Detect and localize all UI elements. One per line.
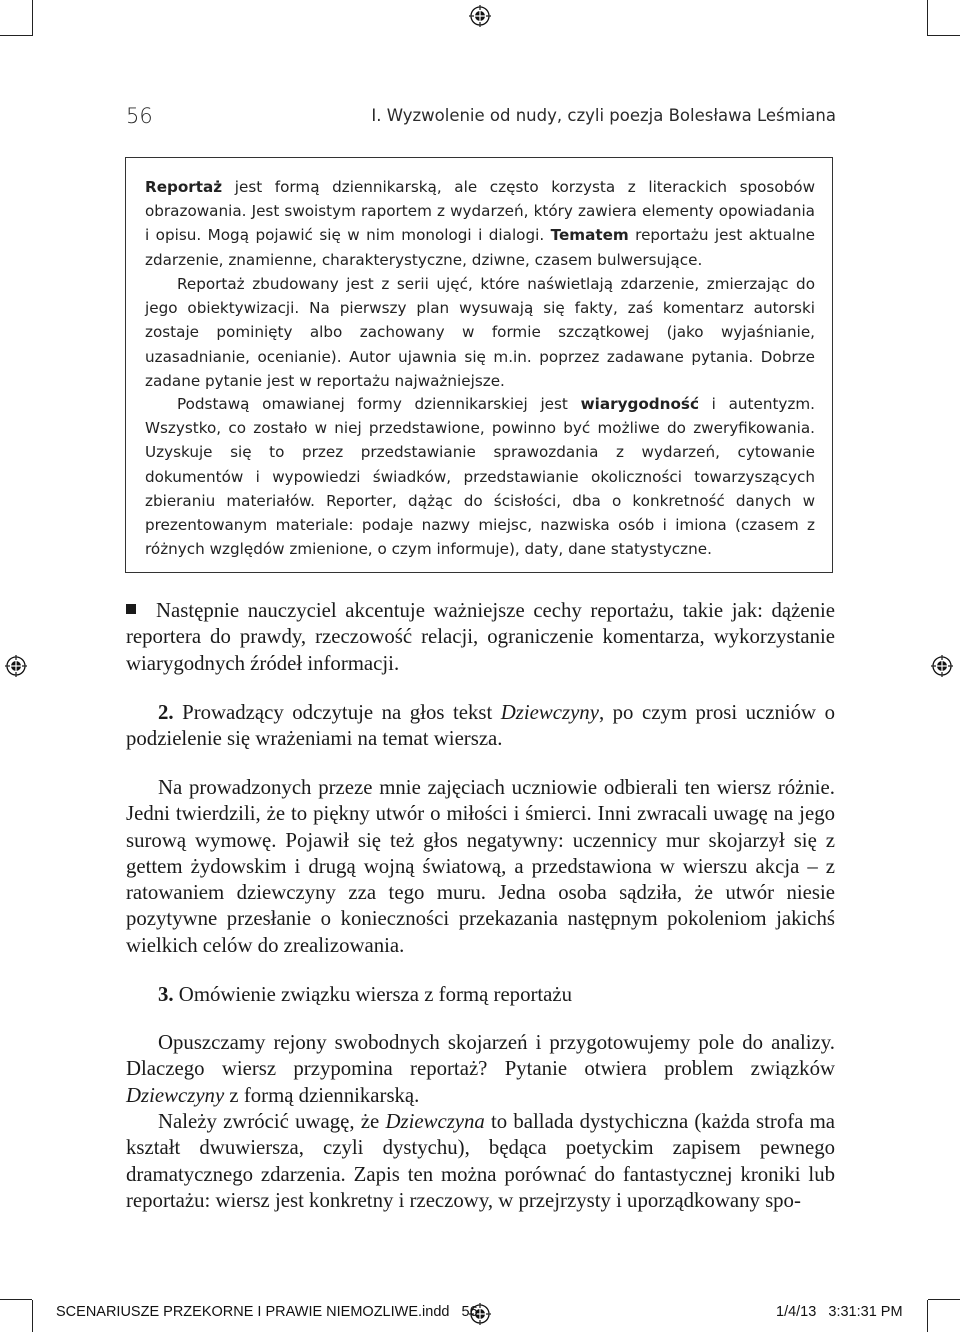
term-reportaz: Reportaż [145,178,223,196]
step-2-paragraph [126,700,835,753]
step-heading-text: Omówienie związku wiersza z formą reportażu [173,983,573,1006]
box-text: Podstawą omawianej formy dziennikarskiej jest [177,395,581,413]
crop-mark [928,35,960,36]
poem-title: Dziewczyny [500,701,599,724]
box-text: i autentyzm. Wszystko, co zostało w niej przedstawione, powinno być możliwe do zweryfikowania. Uzyskuje się to przez przedstawianie sprawozdania z wydarzeń, cytowanie dokumentów i wypowiedzi świadków, przedstawianie okoliczności towarzyszących zbieraniu materiałów. Reporter, dążąc do ścisłości, dba o konkretność danych w prezentowanym materiale: podaje nazwy miejsc, nazwiska osób i imiona (czasem z różnych względów zmienione, o czym informuje), daty, dane statystyczne. [145,395,815,559]
registration-mark-icon [931,655,953,677]
definition-box [125,157,833,573]
box-text: reportażu jest aktualne zdarzenie, znamienne, charakterystyczne, dziwne, czasem bulwersujące. [145,226,815,269]
registration-mark-icon [5,655,27,677]
term-temat: Tematem [550,226,629,245]
crop-mark [32,0,33,36]
step-number: 2. [158,701,174,724]
poem-title: Dziewczyna [385,1110,485,1133]
analysis-paragraph [126,1109,835,1214]
analysis-paragraph [126,1030,835,1109]
poem-title: Dziewczyny [126,1083,225,1107]
bullet-text: Następnie nauczyciel akcentuje ważniejsze cechy reportażu, takie jak: dążenie reportera do prawdy, rzeczowość relacji, ograniczenie komentarza, wykorzystanie wiarygodnych źródeł informacji. [126,599,835,675]
page-number: 56 [126,104,153,128]
crop-mark [927,1300,928,1332]
term-wiarygodnosc: wiarygodność [580,395,699,413]
step-text: Prowadzący odczytuje na głos tekst [173,701,501,724]
box-paragraph [145,392,815,561]
analysis-text: to ballada dystychiczna (każda strofa ma kształt dwuwiersza, czyli dystychu), będąca poetyckim zapisem pewnego dramatycznego zdarzenia. Zapis ten można porównać do fantastycznej kroniki lub reportażu: wiersz jest konkretny i rzeczowy, w przejrzysty i uporządkowany spo- [126,1110,836,1212]
crop-mark [0,35,32,36]
analysis-text: Należy zwrócić uwagę, że [158,1110,386,1133]
bullet-paragraph [126,598,835,677]
crop-mark [32,1300,33,1332]
observation-paragraph: Na prowadzonych przeze mnie zajęciach uczniowie odbierali ten wiersz różnie. Jedni twierdzili, że to piękny utwór o miłości i śmierci. Inni zwracali uwagę na jego surową wymowę. Pojawił się też głos negatywny: uczennicy mur skojarzył się z gettem żydowskim i drugą wojną światową, a przedstawiona w wierszu akcja – z ratowaniem dziewczyny zza tego muru. Jedna osoba sądziła, że utwór niesie pozytywne przesłanie o konieczności przekazania następnym pokoleniom jakichś wielkich celów do zrealizowania. [126,776,835,957]
square-bullet-icon [126,604,136,614]
footer-file-slug: SCENARIUSZE PRZEKORNE I PRAWIE NIEMOZLIWE.indd 56 [56,1304,478,1320]
box-text: jest formą dziennikarską, ale często korzysta z literackich sposobów obrazowania. Jest swoistym raportem z wydarzeń, który zawiera elementy opowiadania i opisu. Mogą pojawić się w nim monologi i dialogi. [145,178,815,245]
analysis-text: Opuszczamy rejony swobodnych skojarzeń i przygotowujemy pole do analizy. Dlaczego wiersz przypomina reportaż? Pytanie otwiera problem związków [126,1031,835,1081]
box-paragraph [145,175,815,272]
step-number: 3. [158,983,174,1006]
registration-mark-icon [469,5,491,27]
footer-timestamp: 1/4/13 3:31:31 PM [776,1304,903,1320]
box-paragraph: Reportaż zbudowany jest z serii ujęć, które naświetlają zdarzenie, zmierzając do jego obiektywizacji. Na pierwszy plan wysuwają się fakty, zaś komentarz autorski zostaje pominięty albo zachowany w formie szczątkowej (jako wyjaśnianie, uzasadnianie, ocenianie). Autor ujawnia się m.in. poprzez zadawane pytania. Dobrze zadane pytanie jest w reportażu najważniejsze. [145,275,815,390]
crop-mark [928,1299,960,1300]
crop-mark [927,0,928,36]
crop-mark [0,1299,32,1300]
step-3-heading [126,982,835,1008]
analysis-text: z formą dziennikarską. [224,1083,420,1107]
page-header [126,104,836,128]
step-text: , po czym prosi uczniów o podzielenie się wrażeniami na temat wiersza. [126,701,835,751]
running-title: I. Wyzwolenie od nudy, czyli poezja Bolesława Leśmiana [371,106,836,125]
